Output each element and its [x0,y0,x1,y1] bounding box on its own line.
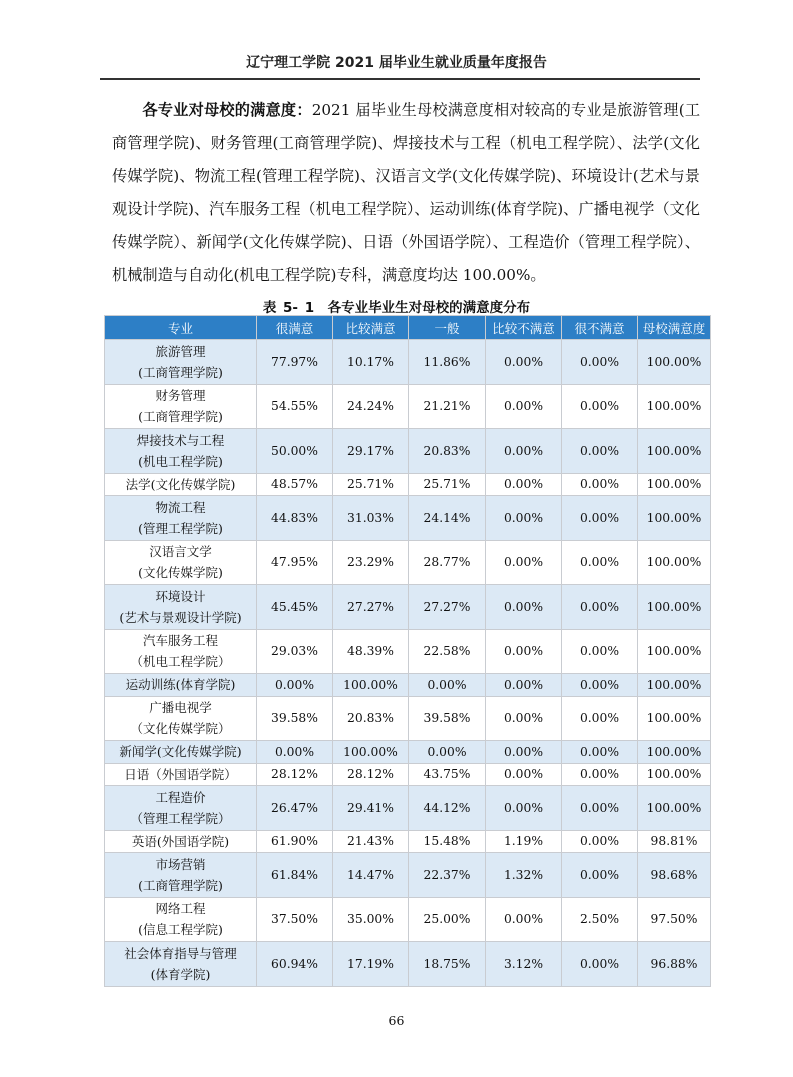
dissatisfied-cell: 0.00% [486,384,562,429]
table-header-row [105,316,711,340]
table-row [105,674,711,697]
major-cell [105,496,257,541]
major-cell [105,897,257,942]
major-college: (机电工程学院) [138,453,223,469]
overall-satisfaction-cell: 100.00% [638,540,711,585]
dissatisfied-cell: 0.00% [486,897,562,942]
dissatisfied-cell: 0.00% [486,674,562,697]
overall-satisfaction-cell: 100.00% [638,741,711,764]
satisfied-cell: 31.03% [333,496,409,541]
satisfied-cell: 24.24% [333,384,409,429]
header-dissatisfied: 比较不满意 [486,316,562,340]
major-name: 焊接技术与工程 [136,432,225,448]
very-dissatisfied-cell: 0.00% [562,696,638,741]
neutral-cell: 25.00% [409,897,486,942]
major-name: 网络工程 [155,901,206,917]
major-cell [105,786,257,831]
table-row [105,786,711,831]
very-dissatisfied-cell: 0.00% [562,853,638,898]
header-satisfied: 比较满意 [333,316,409,340]
table-row [105,340,711,385]
major-college: (文化传媒学院) [138,565,223,581]
satisfied-cell: 35.00% [333,897,409,942]
dissatisfied-cell: 0.00% [486,496,562,541]
major-college: （管理工程学院） [130,810,231,826]
satisfied-cell: 100.00% [333,741,409,764]
major-name: 新闻学(文化传媒学院) [119,744,242,760]
very-dissatisfied-cell: 2.50% [562,897,638,942]
major-cell [105,429,257,474]
neutral-cell: 21.21% [409,384,486,429]
major-college: (工商管理学院) [138,877,223,893]
major-name: 市场营销 [155,856,206,872]
neutral-cell: 22.58% [409,629,486,674]
neutral-cell: 28.77% [409,540,486,585]
overall-satisfaction-cell: 96.88% [638,942,711,987]
major-cell [105,540,257,585]
very-dissatisfied-cell: 0.00% [562,741,638,764]
major-name: 物流工程 [155,499,206,515]
very-satisfied-cell: 37.50% [257,897,333,942]
satisfied-cell: 23.29% [333,540,409,585]
neutral-cell: 11.86% [409,340,486,385]
satisfied-cell: 27.27% [333,585,409,630]
neutral-cell: 27.27% [409,585,486,630]
very-satisfied-cell: 50.00% [257,429,333,474]
satisfied-cell: 28.12% [333,763,409,786]
satisfied-cell: 20.83% [333,696,409,741]
very-satisfied-cell: 61.90% [257,830,333,853]
very-satisfied-cell: 48.57% [257,473,333,496]
satisfied-cell: 17.19% [333,942,409,987]
very-satisfied-cell: 61.84% [257,853,333,898]
very-satisfied-cell: 28.12% [257,763,333,786]
major-cell [105,942,257,987]
neutral-cell: 25.71% [409,473,486,496]
major-college: (管理工程学院) [138,520,223,536]
major-college: （机电工程学院） [130,654,231,670]
dissatisfied-cell: 0.00% [486,763,562,786]
header-very-dissatisfied: 很不满意 [562,316,638,340]
major-name: 法学(文化传媒学院) [125,476,236,492]
major-cell [105,585,257,630]
dissatisfied-cell: 0.00% [486,540,562,585]
overall-satisfaction-cell: 100.00% [638,763,711,786]
major-college: （文化传媒学院） [130,721,231,737]
satisfied-cell: 100.00% [333,674,409,697]
major-name: 运动训练(体育学院) [125,677,236,693]
major-cell [105,629,257,674]
major-name: 汉语言文学 [149,544,212,560]
very-dissatisfied-cell: 0.00% [562,429,638,474]
table-row [105,384,711,429]
neutral-cell: 0.00% [409,741,486,764]
major-name: 日语（外国语学院） [124,766,237,782]
dissatisfied-cell: 0.00% [486,629,562,674]
very-dissatisfied-cell: 0.00% [562,340,638,385]
overall-satisfaction-cell: 100.00% [638,340,711,385]
overall-satisfaction-cell: 100.00% [638,696,711,741]
page-number: 66 [388,1013,405,1028]
overall-satisfaction-cell: 97.50% [638,897,711,942]
major-name: 社会体育指导与管理 [124,945,237,961]
very-satisfied-cell: 39.58% [257,696,333,741]
table-row [105,429,711,474]
satisfaction-table [104,315,711,987]
table-row [105,473,711,496]
neutral-cell: 22.37% [409,853,486,898]
dissatisfied-cell: 0.00% [486,585,562,630]
satisfied-cell: 21.43% [333,830,409,853]
major-name: 广播电视学 [149,700,212,716]
page-header: 辽宁理工学院 2021 届毕业生就业质量年度报告 [246,55,547,71]
major-cell [105,473,257,496]
major-cell [105,741,257,764]
table-row [105,629,711,674]
major-college: (体育学院) [150,966,211,982]
very-satisfied-cell: 0.00% [257,741,333,764]
overall-satisfaction-cell: 100.00% [638,674,711,697]
very-dissatisfied-cell: 0.00% [562,496,638,541]
table-row [105,897,711,942]
table-caption: 表 5- 1 各专业毕业生对母校的满意度分布 [262,300,531,316]
very-dissatisfied-cell: 0.00% [562,942,638,987]
very-satisfied-cell: 77.97% [257,340,333,385]
dissatisfied-cell: 0.00% [486,473,562,496]
neutral-cell: 0.00% [409,674,486,697]
very-dissatisfied-cell: 0.00% [562,629,638,674]
major-cell [105,340,257,385]
header-neutral: 一般 [409,316,486,340]
major-name: 财务管理 [155,388,206,404]
header-very-satisfied: 很满意 [257,316,333,340]
major-college: (艺术与景观设计学院) [119,609,242,625]
neutral-cell: 15.48% [409,830,486,853]
table-row [105,853,711,898]
very-satisfied-cell: 54.55% [257,384,333,429]
overall-satisfaction-cell: 98.68% [638,853,711,898]
major-cell [105,830,257,853]
paragraph-lead: 各专业对母校的满意度： [142,101,312,119]
overall-satisfaction-cell: 100.00% [638,786,711,831]
very-dissatisfied-cell: 0.00% [562,786,638,831]
table-row [105,763,711,786]
overall-satisfaction-cell: 100.00% [638,585,711,630]
very-satisfied-cell: 44.83% [257,496,333,541]
overall-satisfaction-cell: 100.00% [638,473,711,496]
major-college: (工商管理学院) [138,364,223,380]
table-row [105,830,711,853]
very-satisfied-cell: 47.95% [257,540,333,585]
very-dissatisfied-cell: 0.00% [562,585,638,630]
major-name: 环境设计 [155,588,206,604]
neutral-cell: 44.12% [409,786,486,831]
dissatisfied-cell: 0.00% [486,340,562,385]
satisfied-cell: 29.17% [333,429,409,474]
major-name: 工程造价 [155,789,206,805]
table-row [105,942,711,987]
dissatisfied-cell: 0.00% [486,786,562,831]
satisfied-cell: 25.71% [333,473,409,496]
satisfied-cell: 29.41% [333,786,409,831]
paragraph-body: 2021 届毕业生母校满意度相对较高的专业是旅游管理(工商管理学院)、财务管理(工商管理学院)、焊接技术与工程（机电工程学院）、法学(文化传媒学院)、物流工程(管理工程学院)、汉语言文学(文化传媒学院)、环境设计(艺术与景观设计学院)、汽车服务工程（机电工程学院）、运动训练(体育学院)、广播电视学（文化传媒学院）、新闻学(文化传媒学院)、日语（外国语学院）、工程造价（管理工程学院）、机械制造与自动化(机电工程学院)专科，满意度均达 100.00%。 [112,101,701,284]
satisfaction-paragraph [112,94,700,292]
overall-satisfaction-cell: 100.00% [638,496,711,541]
table-row [105,585,711,630]
dissatisfied-cell: 1.19% [486,830,562,853]
major-cell [105,763,257,786]
very-dissatisfied-cell: 0.00% [562,830,638,853]
major-cell [105,853,257,898]
dissatisfied-cell: 3.12% [486,942,562,987]
major-college: (工商管理学院) [138,409,223,425]
very-dissatisfied-cell: 0.00% [562,763,638,786]
very-dissatisfied-cell: 0.00% [562,473,638,496]
major-cell [105,384,257,429]
table-row [105,741,711,764]
dissatisfied-cell: 1.32% [486,853,562,898]
major-name: 汽车服务工程 [142,633,218,649]
table-row [105,496,711,541]
overall-satisfaction-cell: 98.81% [638,830,711,853]
very-satisfied-cell: 60.94% [257,942,333,987]
satisfied-cell: 10.17% [333,340,409,385]
dissatisfied-cell: 0.00% [486,741,562,764]
overall-satisfaction-cell: 100.00% [638,384,711,429]
neutral-cell: 43.75% [409,763,486,786]
header-major: 专业 [105,316,257,340]
header-divider [100,78,700,80]
very-satisfied-cell: 45.45% [257,585,333,630]
overall-satisfaction-cell: 100.00% [638,429,711,474]
very-satisfied-cell: 29.03% [257,629,333,674]
major-name: 英语(外国语学院) [131,833,230,849]
neutral-cell: 18.75% [409,942,486,987]
table-row [105,696,711,741]
overall-satisfaction-cell: 100.00% [638,629,711,674]
very-satisfied-cell: 0.00% [257,674,333,697]
dissatisfied-cell: 0.00% [486,696,562,741]
major-cell [105,674,257,697]
neutral-cell: 20.83% [409,429,486,474]
very-dissatisfied-cell: 0.00% [562,540,638,585]
satisfied-cell: 48.39% [333,629,409,674]
header-overall-satisfaction: 母校满意度 [638,316,711,340]
table-row [105,540,711,585]
dissatisfied-cell: 0.00% [486,429,562,474]
very-satisfied-cell: 26.47% [257,786,333,831]
major-name: 旅游管理 [155,343,206,359]
satisfied-cell: 14.47% [333,853,409,898]
neutral-cell: 39.58% [409,696,486,741]
very-dissatisfied-cell: 0.00% [562,674,638,697]
major-college: (信息工程学院) [138,922,223,938]
major-cell [105,696,257,741]
very-dissatisfied-cell: 0.00% [562,384,638,429]
neutral-cell: 24.14% [409,496,486,541]
